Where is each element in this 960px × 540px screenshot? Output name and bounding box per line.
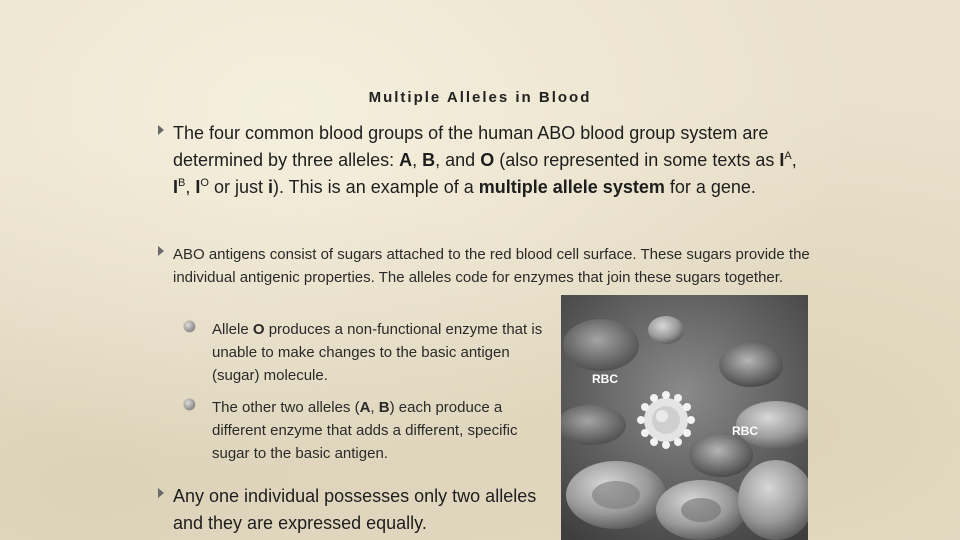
subpoint-allele-o: [212, 318, 552, 387]
text-run: The four common blood groups of the human ABO blood group system are determined by three alleles:: [173, 123, 769, 170]
multiple-allele-system: multiple allele system: [478, 177, 665, 197]
superscript: O: [200, 177, 209, 189]
text-run: Allele: [212, 321, 253, 338]
rbc-label: RBC: [732, 424, 758, 438]
sub-bullet-icon: [184, 321, 195, 332]
paragraph-two-alleles: Any one individual possesses only two alleles and they are expressed equally.: [173, 486, 537, 533]
text-run: ,: [370, 399, 379, 416]
paragraph-abo-groups: [173, 120, 813, 201]
superscript: A: [784, 150, 792, 162]
text-run: ) each produce a different enzyme that adds a different, specific sugar to the basic antigen.: [212, 399, 518, 462]
text-run: ). This is an example of a: [273, 177, 479, 197]
allele-i: i: [267, 177, 273, 197]
sub-bullet-icon: [184, 399, 195, 410]
superscript: B: [178, 177, 186, 189]
bullet-icon: [158, 246, 164, 256]
text-run: ,: [185, 177, 196, 197]
allele-ib: I: [173, 177, 179, 197]
slide-title: Multiple Alleles in Blood: [368, 89, 592, 106]
micrograph-illustration: [561, 295, 808, 540]
text-run: , and: [435, 150, 481, 170]
paragraph-abo-antigens: ABO antigens consist of sugars attached to the red blood cell surface. These sugars provide the individual antigenic properties. The alleles code for enzymes that join these sugars together.: [173, 246, 810, 286]
text-run: (also represented in some texts as: [494, 150, 780, 170]
allele-b: B: [378, 399, 390, 416]
allele-b: B: [422, 150, 436, 170]
allele-ia: I: [779, 150, 785, 170]
bullet-icon: [158, 488, 164, 498]
rbc-micrograph-image: [561, 295, 808, 540]
text-run: ,: [412, 150, 423, 170]
allele-o: O: [252, 321, 265, 338]
allele-a: A: [359, 399, 371, 416]
allele-io: I: [195, 177, 201, 197]
bullet-icon: [158, 125, 164, 135]
text-run: ,: [791, 150, 797, 170]
allele-a: A: [399, 150, 413, 170]
text-run: for a gene.: [664, 177, 756, 197]
subpoint-alleles-a-b: [212, 396, 552, 465]
allele-o: O: [480, 150, 495, 170]
text-run: or just: [208, 177, 268, 197]
text-run: produces a non-functional enzyme that is unable to make changes to the basic antigen (sugar) molecule.: [212, 321, 543, 384]
rbc-label: RBC: [592, 372, 618, 386]
text-run: The other two alleles (: [212, 399, 360, 416]
